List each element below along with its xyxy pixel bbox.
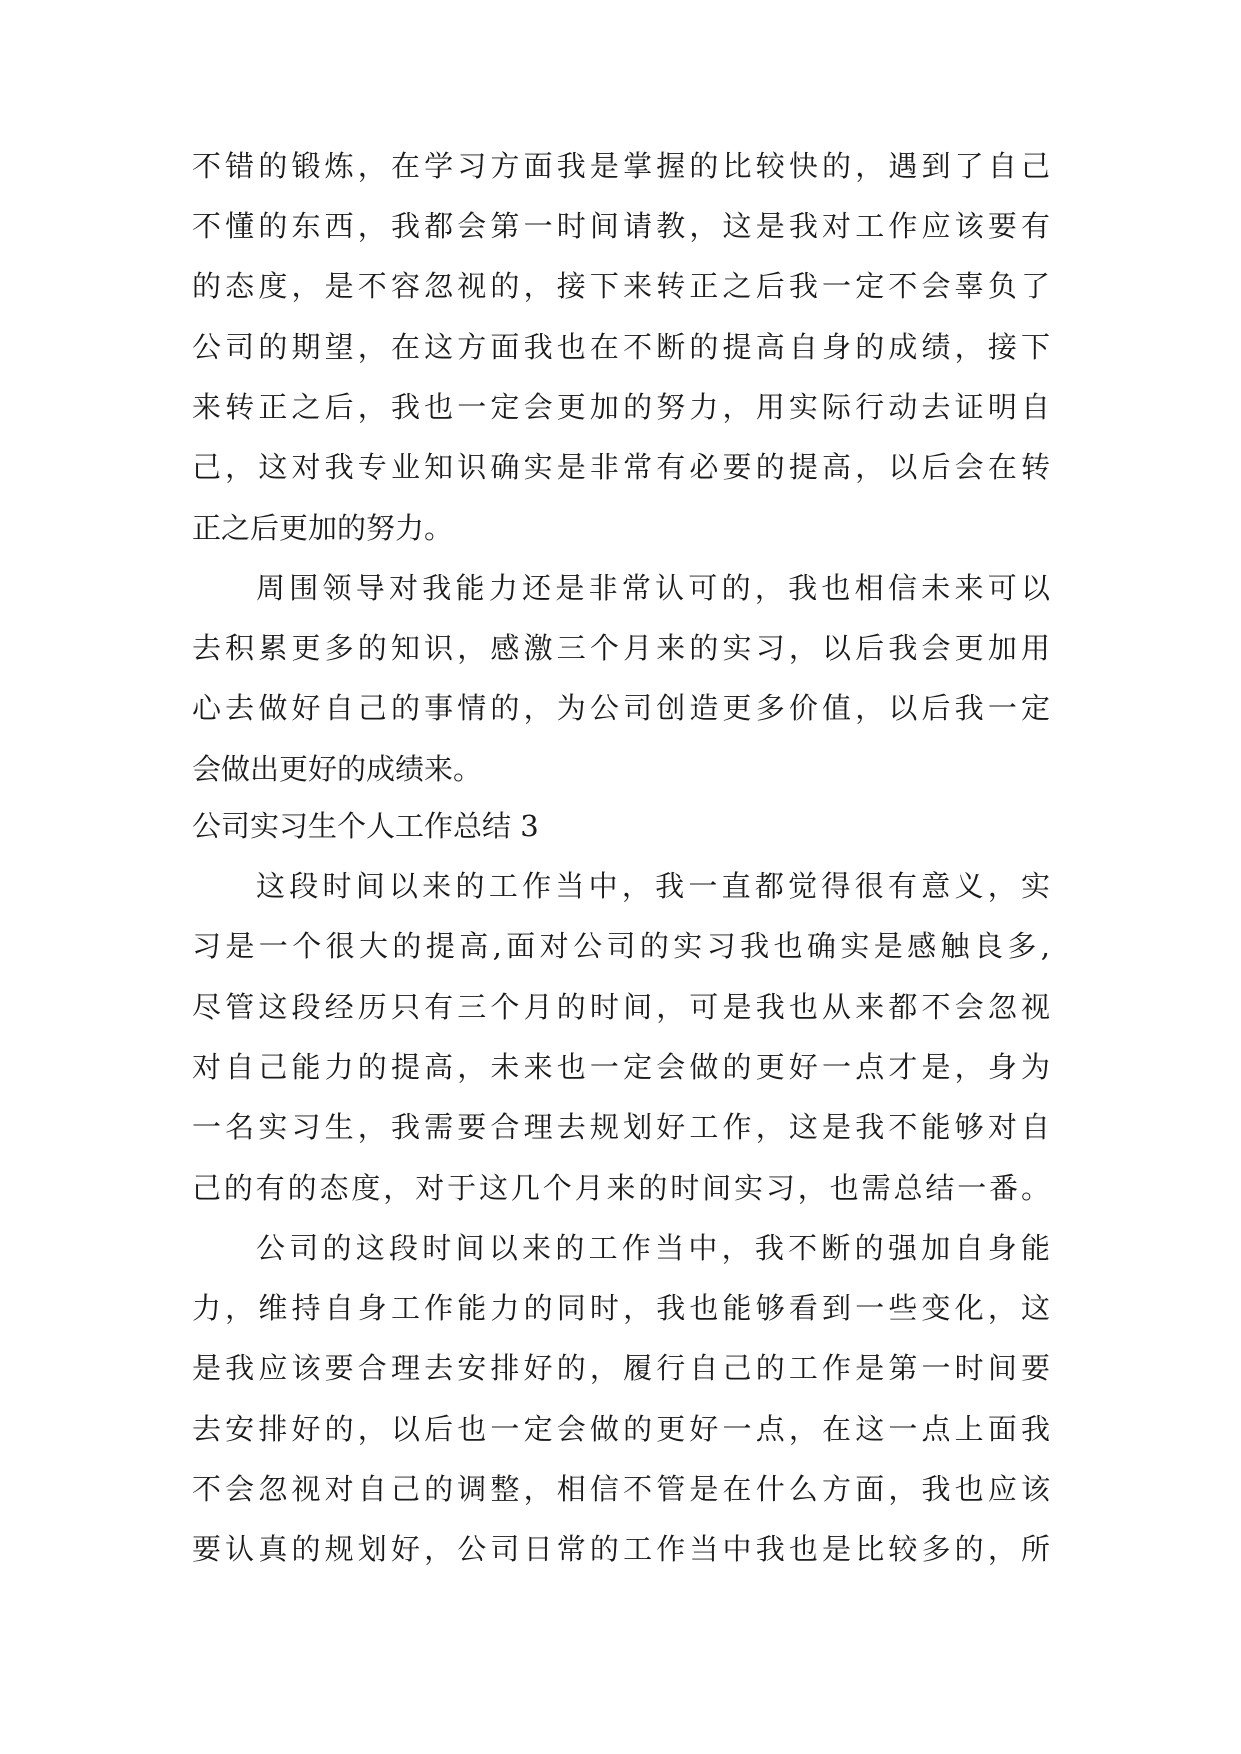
text-line: 不懂的东西，我都会第一时间请教，这是我对工作应该要有: [192, 209, 1050, 243]
text-line: 正之后更加的努力。: [192, 511, 454, 545]
text-line: 的态度，是不容忽视的，接下来转正之后我一定不会辜负了: [192, 269, 1050, 303]
text-line: 心去做好自己的事情的，为公司创造更多价值，以后我一定: [192, 691, 1050, 725]
text-line: 不错的锻炼，在学习方面我是掌握的比较快的，遇到了自己: [192, 149, 1050, 183]
text-line: 公司的期望，在这方面我也在不断的提高自身的成绩，接下: [192, 330, 1050, 364]
text-line: 是我应该要合理去安排好的，履行自己的工作是第一时间要: [192, 1351, 1050, 1385]
text-line: 去安排好的，以后也一定会做的更好一点，在这一点上面我: [192, 1412, 1050, 1446]
text-line: 力，维持自身工作能力的同时，我也能够看到一些变化，这: [192, 1291, 1050, 1325]
text-line: 尽管这段经历只有三个月的时间，可是我也从来都不会忽视: [192, 990, 1050, 1024]
text-line: 会做出更好的成绩来。: [192, 752, 483, 786]
text-line: 一名实习生，我需要合理去规划好工作，这是我不能够对自: [192, 1110, 1050, 1144]
paragraph-first-line: 这段时间以来的工作当中，我一直都觉得很有意义，实: [256, 869, 1050, 903]
text-line: 对自己能力的提高，未来也一定会做的更好一点才是，身为: [192, 1050, 1050, 1084]
text-line: 去积累更多的知识，感激三个月来的实习，以后我会更加用: [192, 631, 1050, 665]
paragraph-first-line: 公司的这段时间以来的工作当中，我不断的强加自身能: [256, 1231, 1050, 1265]
text-line: 己的有的态度，对于这几个月来的时间实习，也需总结一番。: [192, 1171, 1050, 1205]
text-line: 要认真的规划好，公司日常的工作当中我也是比较多的，所: [192, 1532, 1050, 1566]
section-heading: 公司实习生个人工作总结 3: [192, 809, 539, 843]
text-line: 来转正之后，我也一定会更加的努力，用实际行动去证明自: [192, 390, 1050, 424]
paragraph-first-line: 周围领导对我能力还是非常认可的，我也相信未来可以: [256, 571, 1050, 605]
text-line: 习是一个很大的提高,面对公司的实习我也确实是感触良多,: [192, 929, 1050, 963]
text-line: 己，这对我专业知识确实是非常有必要的提高，以后会在转: [192, 450, 1050, 484]
text-line: 不会忽视对自己的调整，相信不管是在什么方面，我也应该: [192, 1472, 1050, 1506]
